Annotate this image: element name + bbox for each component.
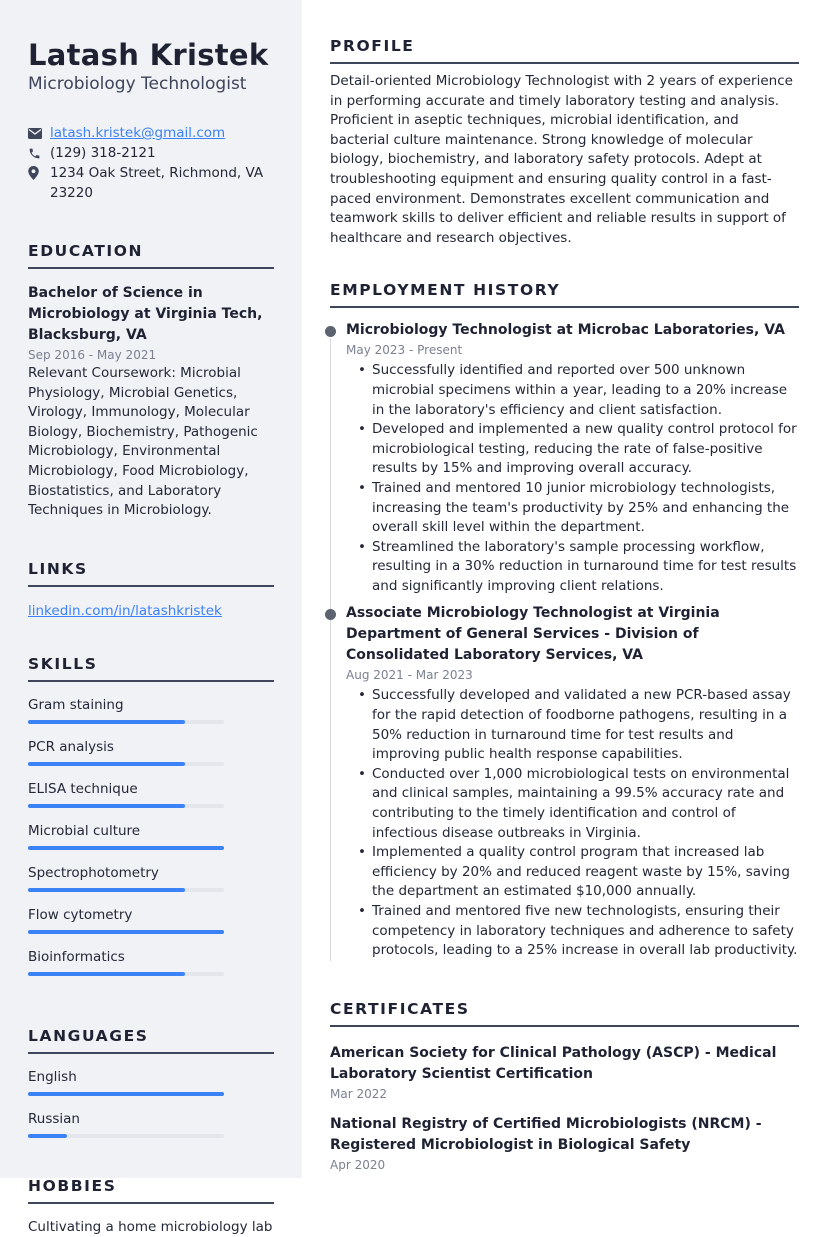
language-name: Russian: [28, 1110, 80, 1127]
skill-bar-fill: [28, 804, 185, 808]
skill-name: Gram staining: [28, 696, 124, 713]
job-title: Associate Microbiology Technologist at Virginia Department of General Services - Division of Consolidated Laboratory Services, VA: [346, 605, 720, 664]
envelope-icon: [28, 123, 50, 143]
education-dates: Sep 2016 - May 2021: [28, 348, 157, 362]
phone-number: (129) 318-2121: [50, 145, 156, 161]
profile-heading: PROFILE: [330, 36, 799, 64]
job-bullet: • Conducted over 1,000 microbiological tests on environmental and clinical samples, maintaining a 99.5% accuracy rate and contributing to the timely identification and control of infectious disease outbreaks in Virginia.: [372, 765, 799, 843]
job-entry: [330, 603, 799, 960]
job-bullet: • Successfully developed and validated a new PCR-based assay for the rapid detection of foodborne pathogens, resulting in a 50% reduction in turnaround time for test results and improving public health response capabilities.: [372, 686, 799, 764]
job-dates: May 2023 - Present: [346, 343, 463, 358]
languages-section: [28, 1026, 274, 1138]
skill-bar-track: [28, 972, 224, 976]
skill-name: ELISA technique: [28, 780, 138, 797]
job-entry: [330, 320, 799, 596]
skill-name: Flow cytometry: [28, 906, 133, 923]
job-bullet: • Implemented a quality control program that increased lab efficiency by 20% and reduced reagent waste by 15%, saving the department an estimated $10,000 annually.: [372, 843, 799, 902]
skill-bar-fill: [28, 930, 224, 934]
employment-timeline: [330, 320, 799, 960]
skill-item: [28, 822, 274, 850]
job-bullets: [346, 686, 799, 960]
job-bullet: • Successfully identified and reported over 500 unknown microbial specimens within a year, leading to a 20% increase in the laboratory's efficiency and client satisfaction.: [372, 361, 799, 420]
contact-address-row: [28, 163, 274, 203]
certificate-date: Apr 2020: [330, 1157, 386, 1172]
email-link[interactable]: latash.kristek@gmail.com: [50, 125, 226, 141]
language-item: [28, 1068, 274, 1096]
skills-heading: SKILLS: [28, 654, 274, 682]
timeline-dot: [325, 326, 336, 337]
profile-text: Detail-oriented Microbiology Technologist with 2 years of experience in performing accurate and timely laboratory testing and analysis. Proficient in aseptic techniques, microbial identification, and bacterial culture maintenance. Strong knowledge of molecular biology, biochemistry, and laboratory safety protocols. Adept at troubleshooting equipment and ensuring quality control in a fast-paced environment. Demonstrates excellent communication and teamwork skills to deliver efficient and reliable results in support of healthcare and research objectives.: [330, 73, 793, 246]
linkedin-link[interactable]: linkedin.com/in/latashkristek: [28, 602, 222, 619]
education-degree: Bachelor of Science in Microbiology at Virginia Tech, Blacksburg, VA: [28, 285, 263, 343]
timeline-dot: [325, 609, 336, 620]
certificate-item: [330, 1043, 799, 1103]
certificates-heading: CERTIFICATES: [330, 999, 799, 1027]
hobbies-heading: HOBBIES: [28, 1176, 274, 1204]
sidebar: [0, 0, 302, 1235]
employment-section: [330, 280, 799, 960]
job-bullet: • Streamlined the laboratory's sample processing workflow, resulting in a 30% reduction in turnaround time for test results and significantly improving client relations.: [372, 538, 799, 597]
skill-bar-fill: [28, 846, 224, 850]
candidate-role: Microbiology Technologist: [28, 74, 247, 94]
certificate-title: American Society for Clinical Pathology (ASCP) - Medical Laboratory Scientist Certification: [330, 1044, 777, 1082]
language-bar-fill: [28, 1092, 224, 1096]
links-heading: LINKS: [28, 559, 274, 587]
skill-item: [28, 948, 274, 976]
skill-bar-track: [28, 762, 224, 766]
skill-bar-track: [28, 930, 224, 934]
skill-bar-track: [28, 804, 224, 808]
location-pin-icon: [28, 163, 50, 183]
job-bullet: • Developed and implemented a new quality control protocol for microbiological testing, reducing the rate of false-positive results by 15% and improving overall accuracy.: [372, 420, 799, 479]
education-section: [28, 241, 274, 521]
skill-name: Spectrophotometry: [28, 864, 159, 881]
links-section: [28, 559, 274, 621]
skill-bar-track: [28, 888, 224, 892]
hobbies-section: [28, 1176, 274, 1237]
skills-section: [28, 654, 274, 976]
skill-item: [28, 696, 274, 724]
hobby-item: Cultivating a home microbiology lab: [28, 1218, 273, 1235]
skill-item: [28, 906, 274, 934]
skill-bar-track: [28, 720, 224, 724]
skill-item: [28, 780, 274, 808]
phone-icon: [28, 143, 50, 163]
certificate-title: National Registry of Certified Microbiologists (NRCM) - Registered Microbiologist in Biological Safety: [330, 1115, 762, 1153]
job-bullet: • Trained and mentored 10 junior microbiology technologists, increasing the team's productivity by 25% and enhancing the overall skill level within the department.: [372, 479, 799, 538]
skill-name: Microbial culture: [28, 822, 141, 839]
language-item: [28, 1110, 274, 1138]
certificate-date: Mar 2022: [330, 1086, 387, 1101]
skill-bar-fill: [28, 720, 185, 724]
job-bullet: • Trained and mentored five new technologists, ensuring their competency in laboratory techniques and adherence to safety protocols, leading to a 25% increase in overall lab productivity.: [372, 902, 799, 961]
skill-bar-track: [28, 846, 224, 850]
job-dates: Aug 2021 - Mar 2023: [346, 668, 473, 683]
profile-section: [330, 36, 799, 248]
contact-email-row: [28, 123, 274, 143]
language-bar-fill: [28, 1134, 67, 1138]
languages-heading: LANGUAGES: [28, 1026, 274, 1054]
job-bullets: [346, 361, 799, 596]
skill-bar-fill: [28, 972, 185, 976]
language-bar-track: [28, 1134, 224, 1138]
skill-name: Bioinformatics: [28, 948, 125, 965]
education-heading: EDUCATION: [28, 241, 274, 269]
education-details: Relevant Coursework: Microbial Physiology, Microbial Genetics, Virology, Immunology, Molecular Biology, Biochemistry, Pathogenic Microbiology, Environmental Microbiology, Food Microbiology, Biostatistics, and Laboratory Techniques in Microbiology.: [28, 365, 258, 519]
skill-bar-fill: [28, 762, 185, 766]
main-content: [302, 0, 833, 1178]
address-text: 1234 Oak Street, Richmond, VA 23220: [50, 165, 264, 201]
language-bar-track: [28, 1092, 224, 1096]
skill-bar-fill: [28, 888, 185, 892]
candidate-name: Latash Kristek: [28, 38, 269, 72]
certificate-item: [330, 1114, 799, 1174]
contact-list: [28, 123, 274, 203]
employment-heading: EMPLOYMENT HISTORY: [330, 280, 799, 308]
job-title: Microbiology Technologist at Microbac Laboratories, VA: [346, 322, 785, 339]
language-name: English: [28, 1068, 77, 1085]
skill-name: PCR analysis: [28, 738, 114, 755]
contact-phone-row: [28, 143, 274, 163]
certificates-section: [330, 999, 799, 1174]
skill-item: [28, 738, 274, 766]
skill-item: [28, 864, 274, 892]
